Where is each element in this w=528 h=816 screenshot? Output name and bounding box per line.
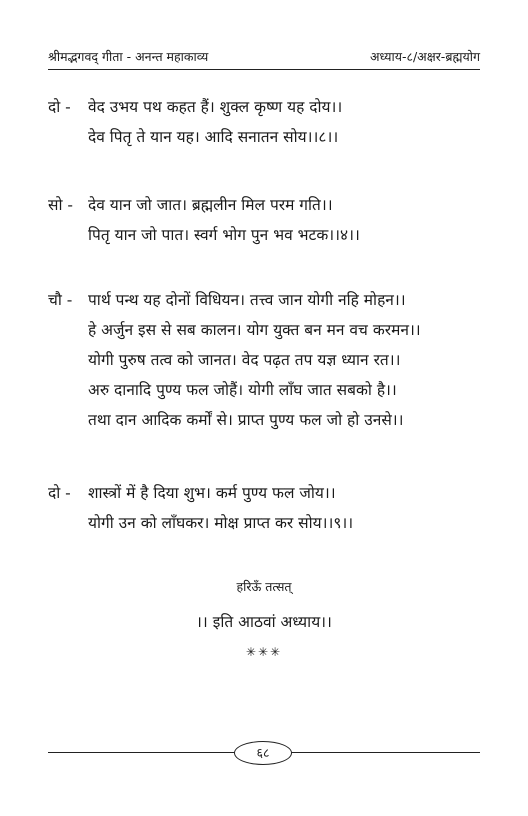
verse-line: [48, 375, 488, 405]
footer-rule-left: [48, 752, 234, 753]
verse-text: हे अर्जुन इस से सब कालन। योग युक्त बन मन वच करमन।।: [88, 321, 421, 339]
stars-ornament: ✳✳✳: [245, 645, 283, 659]
stanza-doha-2: [48, 478, 488, 538]
header-chapter-title: अध्याय-८/अक्षर-ब्रह्मयोग: [369, 49, 480, 64]
verse-line: [48, 190, 488, 220]
verse-text: पार्थ पन्थ यह दोनों विधियन। तत्त्व जान योगी नहि मोहन।।: [88, 291, 406, 309]
verse-text: देव यान जो जात। ब्रह्मलीन मिल परम गति।।: [88, 196, 333, 214]
verse-text: पितृ यान जो पात। स्वर्ग भोग पुन भव भटक।।४।।: [88, 226, 360, 244]
invocation: हरिऊँ तत्सत्: [236, 579, 292, 594]
running-header: [48, 44, 480, 70]
verse-line: [48, 478, 488, 508]
stanza-label: दो -: [48, 484, 71, 502]
stanza-label: सो -: [48, 196, 74, 214]
verse-text: देव पितृ ते यान यह। आदि सनातन सोय।।८।।: [88, 128, 339, 146]
verse-text: योगी उन को लाँघकर। मोक्ष प्राप्त कर सोय।।९।।: [88, 514, 354, 532]
chapter-end-title: ।। इति आठवां अध्याय।।: [196, 613, 332, 631]
verse-text: शास्त्रों में है दिया शुभ। कर्म पुण्य फल जोय।।: [88, 484, 336, 502]
stanza-soratha: [48, 190, 488, 250]
verse-line: [48, 285, 488, 315]
page-number: ६८: [234, 741, 292, 765]
verse-text: वेद उभय पथ कहत हैं। शुक्ल कृष्ण यह दोय।।: [88, 98, 343, 116]
verse-line: [48, 315, 488, 345]
verse-line: [48, 220, 488, 250]
header-book-title: श्रीमद्भगवद् गीता - अनन्त महाकाव्य: [48, 49, 209, 64]
stanza-doha-1: [48, 92, 488, 152]
stanza-chaupai: [48, 285, 488, 435]
stanza-label: चौ -: [48, 291, 73, 309]
footer-rule-right: [290, 752, 480, 753]
verse-line: [48, 92, 488, 122]
stanza-label: दो -: [48, 98, 71, 116]
verse-line: [48, 122, 488, 152]
verse-text: अरु दानादि पुण्य फल जोहैं। योगी लाँघ जात सबको है।।: [88, 381, 397, 399]
verse-text: तथा दान आदिक कर्मों से। प्राप्त पुण्य फल जो हो उनसे।।: [88, 411, 404, 429]
verse-line: [48, 345, 488, 375]
verse-text: योगी पुरुष तत्व को जानत। वेद पढ़त तप यज्ञ ध्यान रत।।: [88, 351, 401, 369]
verse-line: [48, 508, 488, 538]
verse-line: [48, 405, 488, 435]
